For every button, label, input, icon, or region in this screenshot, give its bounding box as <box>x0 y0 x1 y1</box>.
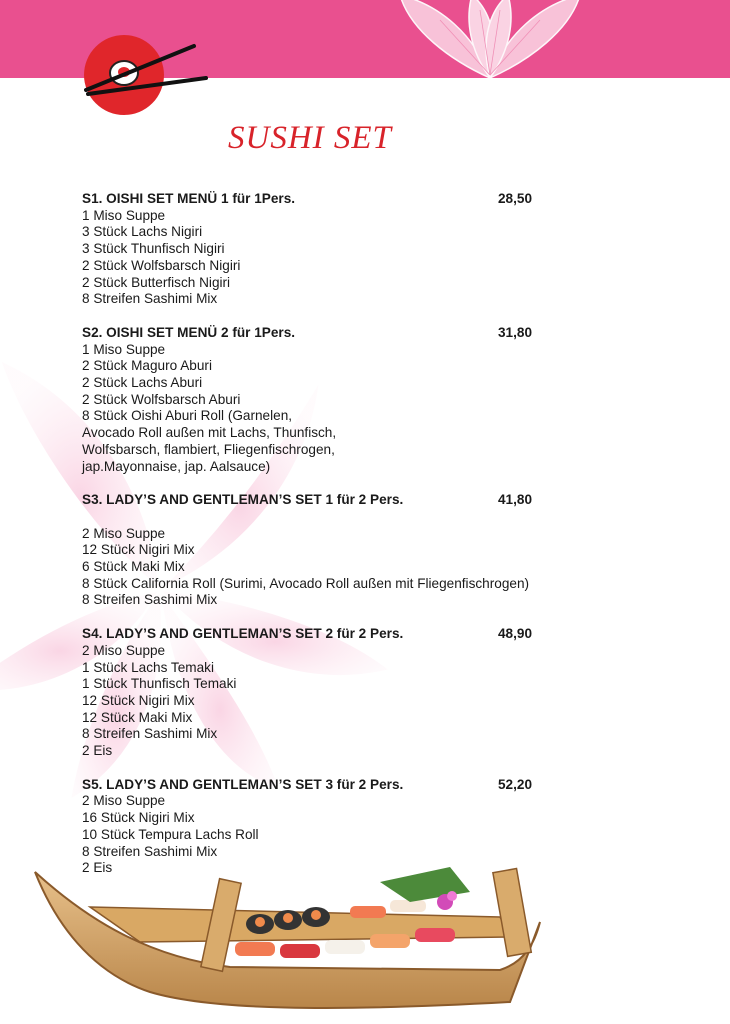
lotus-flower-icon <box>380 0 600 80</box>
page-title: SUSHI SET <box>228 120 392 156</box>
menu-item: 1 Miso Suppe <box>82 207 166 223</box>
sushi-logo-icon <box>84 32 208 118</box>
menu-item: 10 Stück Tempura Lachs Roll <box>82 826 259 842</box>
section-price: 28,50 <box>498 191 533 206</box>
menu-item: Avocado Roll außen mit Lachs, Thunfisch, <box>82 425 337 441</box>
menu-item: 2 Stück Butterfisch Nigiri <box>82 274 231 290</box>
menu-item: 8 Streifen Sashimi Mix <box>82 592 218 608</box>
menu-item: 12 Stück Nigiri Mix <box>82 692 195 708</box>
menu-item: 2 Miso Suppe <box>82 793 166 809</box>
menu-item: 2 Miso Suppe <box>82 525 166 541</box>
menu-item: 3 Stück Thunfisch Nigiri <box>82 241 225 257</box>
menu-item: 16 Stück Nigiri Mix <box>82 810 195 826</box>
menu-item: 2 Miso Suppe <box>82 642 166 658</box>
section-title: S2. OISHI SET MENÜ 2 für 1Pers. <box>82 324 296 340</box>
menu-item: 8 Stück California Roll (Surimi, Avocado Roll außen mit Fliegenfischrogen) <box>82 575 530 591</box>
menu-section-heading <box>82 626 602 643</box>
section-price: 48,90 <box>498 626 533 642</box>
menu-section <box>82 626 602 760</box>
menu-section <box>82 325 602 475</box>
menu-item: Wolfsbarsch, flambiert, Fliegenfischrogen, <box>82 441 335 457</box>
menu-item: 2 Stück Maguro Aburi <box>82 358 212 374</box>
section-title: S4. LADY’S AND GENTLEMAN’S SET 2 für 2 Pers. <box>82 626 404 642</box>
section-title: S5. LADY’S AND GENTLEMAN’S SET 3 für 2 Pers. <box>82 776 404 792</box>
section-price: 41,80 <box>498 492 533 508</box>
menu-item: 8 Streifen Sashimi Mix <box>82 843 218 859</box>
menu-item: 2 Stück Wolfsbarsch Nigiri <box>82 257 241 273</box>
menu-item: jap.Mayonnaise, jap. Aalsauce) <box>82 458 271 474</box>
section-title: S3. LADY’S AND GENTLEMAN’S SET 1 für 2 Pers. <box>82 492 404 508</box>
menu-section-heading <box>82 777 602 794</box>
section-title: S1. OISHI SET MENÜ 1 für 1Pers. <box>82 191 296 206</box>
menu-item: 1 Stück Thunfisch Temaki <box>82 676 237 692</box>
menu-item: 3 Stück Lachs Nigiri <box>82 224 203 240</box>
menu-item: 8 Streifen Sashimi Mix <box>82 726 218 742</box>
menu-item: 6 Stück Maki Mix <box>82 559 185 575</box>
menu-item: 1 Miso Suppe <box>82 341 166 357</box>
menu-section <box>82 492 602 609</box>
blank-line <box>82 509 602 526</box>
menu-item: 12 Stück Nigiri Mix <box>82 542 195 558</box>
sushi-boat-icon <box>30 862 550 1012</box>
menu-section-heading <box>82 492 602 509</box>
menu-list <box>82 191 602 894</box>
menu-section <box>82 191 602 308</box>
section-price: 31,80 <box>498 324 533 340</box>
menu-item: 8 Stück Oishi Aburi Roll (Garnelen, <box>82 408 293 424</box>
menu-item: 2 Eis <box>82 743 113 759</box>
menu-section-heading <box>82 325 602 342</box>
menu-section-heading <box>82 191 602 208</box>
menu-item: 2 Stück Lachs Aburi <box>82 375 203 391</box>
section-price: 52,20 <box>498 776 533 792</box>
menu-item: 1 Stück Lachs Temaki <box>82 659 214 675</box>
menu-item: 8 Streifen Sashimi Mix <box>82 291 218 307</box>
menu-item: 2 Stück Wolfsbarsch Aburi <box>82 391 241 407</box>
menu-item: 2 Eis <box>82 860 113 876</box>
menu-item: 12 Stück Maki Mix <box>82 709 193 725</box>
